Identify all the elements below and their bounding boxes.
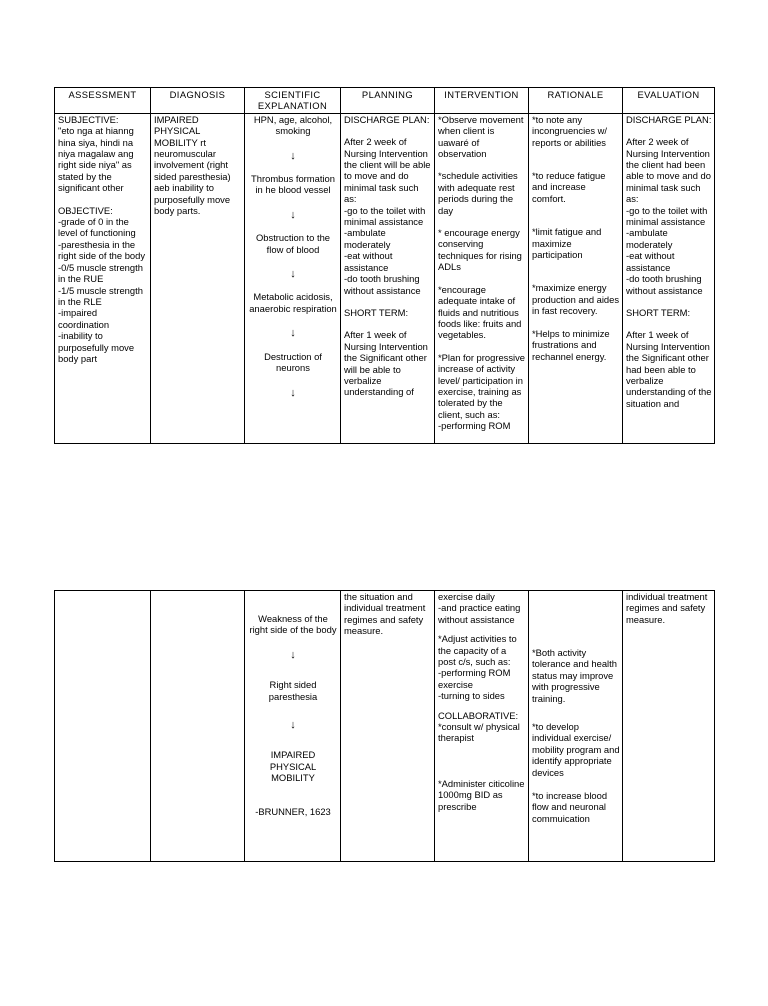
sci-step: Weakness of the right side of the body xyxy=(249,613,337,636)
intervention-item: *Adjust activities to the capacity of a post c/s, such as: -performing ROM exercise -turning to sides xyxy=(438,633,517,702)
intervention-item: * encourage energy conserving techniques for rising ADLs xyxy=(438,227,522,273)
evaluation-text: After 2 week of Nursing Intervention the client had been able to move and do minimal task such as: -go to the toilet with minimal assistance -ambulate moderately -eat without assistance -do tooth brushing without assistance xyxy=(626,136,711,296)
rationale-item: *limit fatigue and maximize participation xyxy=(532,226,602,261)
header-rationale: RATIONALE xyxy=(529,88,623,114)
header-row xyxy=(55,88,715,114)
intervention-item: *schedule activities with adequate rest periods during the day xyxy=(438,170,518,216)
evaluation-cell xyxy=(623,113,715,443)
header-assessment: ASSESSMENT xyxy=(55,88,151,114)
rationale-item: *to reduce fatigue and increase comfort. xyxy=(532,170,606,204)
diagnosis-text: IMPAIRED PHYSICAL MOBILITY rt neuromuscular involvement (right sided paresthesia) aeb inability to purposefully move body parts. xyxy=(154,113,231,217)
rationale-item: *Both activity tolerance and health status may improve with progressive training. xyxy=(532,647,617,704)
evaluation-heading: DISCHARGE PLAN: xyxy=(626,113,712,125)
scientific-cell xyxy=(245,113,341,443)
scientific-cell xyxy=(245,591,341,862)
table-row xyxy=(55,591,715,862)
sci-step: IMPAIRED PHYSICAL MOBILITY xyxy=(269,749,317,784)
header-scientific-explanation: SCIENTIFIC EXPLANATION xyxy=(245,88,341,114)
sci-step: HPN, age, alcohol, smoking xyxy=(253,113,333,137)
care-plan-table-page-1 xyxy=(54,87,715,444)
rationale-item: *to increase blood flow and neuronal commuication xyxy=(532,790,608,824)
assessment-cell xyxy=(55,591,151,862)
evaluation-heading: SHORT TERM: xyxy=(626,306,691,318)
rationale-cell xyxy=(529,113,623,443)
evaluation-text: After 1 week of Nursing Intervention the Significant other had been able to verbalize understanding of the situation and xyxy=(626,329,712,409)
intervention-item: COLLABORATIVE: *consult w/ physical therapist xyxy=(438,709,520,744)
sci-step: Right sided paresthesia xyxy=(268,679,318,702)
header-diagnosis: DIAGNOSIS xyxy=(151,88,245,114)
rationale-item: *to note any incongruencies w/ reports or abilities xyxy=(532,113,608,148)
subjective-text: SUBJECTIVE: "eto nga at hianng hina siya, hindi na niya magalaw ang right side niya" as stated by the significant other xyxy=(58,113,134,194)
diagnosis-cell xyxy=(151,113,245,443)
header-evaluation: EVALUATION xyxy=(623,88,715,114)
intervention-item: *encourage adequate intake of fluids and nutritious foods like: fruits and vegetables. xyxy=(438,283,522,341)
evaluation-cell xyxy=(623,591,715,862)
down-arrow-icon: ↓ xyxy=(290,719,296,732)
planning-cell xyxy=(341,591,435,862)
table-row xyxy=(55,113,715,443)
rationale-cell xyxy=(529,591,623,862)
intervention-item: *Plan for progressive increase of activity level/ participation in exercise, training as tolerated by the client, such as: -performing ROM xyxy=(438,351,526,432)
rationale-item: *Helps to minimize frustrations and rechannel energy. xyxy=(532,327,610,362)
sci-step: Metabolic acidosis, anaerobic respiration xyxy=(249,291,337,314)
rationale-item: *to develop individual exercise/ mobility program and identify appropriate devices xyxy=(532,721,620,778)
planning-text: After 2 week of Nursing Intervention the client will be able to move and do minimal task such as: -go to the toilet with minimal assistance -ambulate moderately -eat without assistance -do tooth brushing without assistance xyxy=(344,136,431,296)
reference-text: -BRUNNER, 1623 xyxy=(255,805,331,817)
planning-text: the situation and individual treatment regimes and safety measure. xyxy=(344,591,426,637)
down-arrow-icon: ↓ xyxy=(290,149,296,162)
down-arrow-icon: ↓ xyxy=(290,208,296,221)
planning-cell xyxy=(341,113,435,443)
care-plan-table-page-2 xyxy=(54,590,715,862)
down-arrow-icon: ↓ xyxy=(290,386,296,399)
intervention-cell xyxy=(435,591,529,862)
objective-text: OBJECTIVE: -grade of 0 in the level of functioning -paresthesia in the right side of the body -0/5 muscle strength in the RUE -1/5 muscle strength in the RLE -impaired coordination -inability to purposefully move body part xyxy=(58,204,146,364)
intervention-item: *Administer citicoline 1000mg BID as prescribe xyxy=(438,777,525,812)
intervention-item: exercise daily -and practice eating without assistance xyxy=(438,591,521,625)
sci-step: Destruction of neurons xyxy=(264,350,322,374)
planning-heading: DISCHARGE PLAN: xyxy=(344,113,430,125)
assessment-cell xyxy=(55,113,151,443)
sci-step: Obstruction to the flow of blood xyxy=(256,232,330,255)
down-arrow-icon: ↓ xyxy=(290,327,296,340)
sci-step: Thrombus formation in he blood vessel xyxy=(251,173,335,196)
diagnosis-cell xyxy=(151,591,245,862)
header-planning: PLANNING xyxy=(341,88,435,114)
planning-text: After 1 week of Nursing Intervention the Significant other will be able to verbalize understanding of xyxy=(344,329,428,398)
intervention-cell xyxy=(435,113,529,443)
planning-heading: SHORT TERM: xyxy=(344,306,409,318)
down-arrow-icon: ↓ xyxy=(290,648,296,661)
intervention-item: *Observe movement when client is uawaré of observation xyxy=(438,113,524,160)
rationale-item: *maximize energy production and aides in fast recovery. xyxy=(532,282,620,317)
header-intervention: INTERVENTION xyxy=(435,88,529,114)
down-arrow-icon: ↓ xyxy=(290,268,296,281)
evaluation-text: individual treatment regimes and safety measure. xyxy=(626,591,708,625)
